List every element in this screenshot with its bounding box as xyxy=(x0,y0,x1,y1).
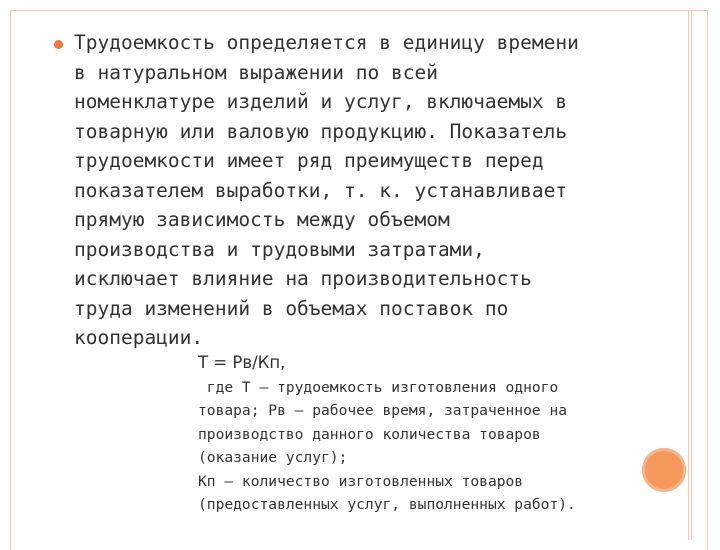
main-paragraph xyxy=(74,28,644,353)
formula-explanation xyxy=(198,376,668,516)
explanation-line: (предоставленных услуг, выполненных работ). xyxy=(198,496,576,514)
paragraph-line: труда изменений в объемах поставок по xyxy=(74,296,509,320)
paragraph-line: товарную или валовую продукцию. Показатель xyxy=(74,119,568,143)
slide-right-stripe xyxy=(688,10,692,540)
explanation-line: (оказание услуг); xyxy=(198,449,348,467)
paragraph-line: номенклатуре изделий и услуг, включаемых в xyxy=(74,90,568,113)
formula: Т = Рв/Кп, xyxy=(198,353,286,372)
paragraph-line: исключает влияние на производительность xyxy=(74,267,532,290)
decorative-circle-icon xyxy=(642,448,686,492)
paragraph-line: в натуральном выражении по всей xyxy=(74,60,438,84)
explanation-line: где Т – трудоемкость изготовления одного xyxy=(198,379,559,396)
paragraph-line: кооперации. xyxy=(74,326,204,349)
paragraph-line: прямую зависимость между объемом xyxy=(74,208,450,231)
paragraph-line: Трудоемкость определяется в единицу времени xyxy=(74,31,579,54)
bullet-icon xyxy=(54,40,63,49)
explanation-line: производство данного количества товаров xyxy=(198,425,541,443)
paragraph-line: трудоемкости имеет ряд преимуществ перед xyxy=(74,149,544,172)
paragraph-line: показателем выработки, т. к. устанавливает xyxy=(74,178,568,202)
paragraph-line: производства и трудовыми затратами, xyxy=(74,237,485,261)
explanation-line: Кп – количество изготовленных товаров xyxy=(198,472,524,490)
explanation-line: товара; Рв – рабочее время, затраченное на xyxy=(198,402,568,420)
formula-block xyxy=(198,352,668,516)
